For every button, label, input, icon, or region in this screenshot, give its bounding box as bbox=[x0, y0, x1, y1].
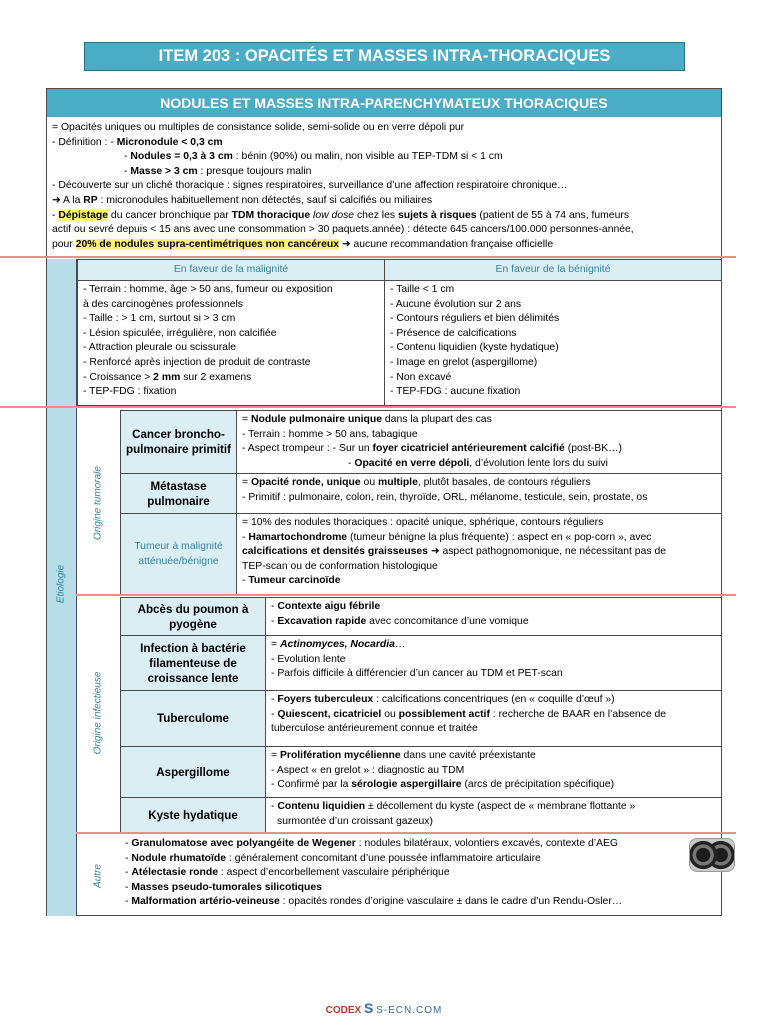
malignity-list: - Terrain : homme, âge > 50 ans, fumeur ou exposition à des carcinogènes professionnels - Taille : > 1 cm, surtout si > 3 cm - Lésion spiculée, irrégulière, non calcifiée - Attraction pleurale ou scissurale - Renforcé après injection de produit de contraste - Croissance > 2 mm sur 2 examens - TEP-FDG : fixation bbox=[77, 280, 385, 406]
divider-red bbox=[76, 594, 736, 596]
page-title: ITEM 203 : OPACITÉS ET MASSES INTRA-THORACIQUES bbox=[84, 42, 685, 71]
intro-block bbox=[52, 121, 720, 252]
benign-tumor-details: = 10% des nodules thoraciques : opacité unique, sphérique, contours réguliers - Hamartochondrome (tumeur bénigne la plus fréquente) : aspect en « pop-corn », avec calcifications et densités graisseuses ➜ aspect pathognomonique, ne nécessitant pas de TEP-scan ou de conformation histologique - Tumeur carcinoïde bbox=[236, 513, 722, 595]
aspergillome-name: Aspergillome bbox=[120, 746, 266, 798]
filamenteuse-name: Infection à bactérie filamenteuse de croissance lente bbox=[120, 635, 266, 691]
etiologie-label: Etiologie bbox=[55, 564, 67, 604]
intro-line: actif ou sevré depuis < 15 ans avec une consommation > 30 paquets.année) : détecte 645 cancers/100.000 personnes-année, bbox=[52, 224, 634, 236]
s-logo-icon: S bbox=[363, 1000, 374, 1016]
intro-line: = Opacités uniques ou multiples de consistance solide, semi-solide ou en verre dépoli pur bbox=[52, 122, 465, 133]
benign-tumor-name: Tumeur à malignité atténuée/bénigne bbox=[120, 513, 237, 595]
filamenteuse-details: = Actinomyces, Nocardia… - Evolution lente - Parfois difficile à différencier d’un cancer au TDM et PET-scan bbox=[265, 635, 722, 691]
kyste-details: - Contenu liquidien ± décollement du kyste (aspect de « membrane flottante » surmontée d’un croissant gazeux) bbox=[265, 797, 722, 833]
benignity-header: En faveur de la bénignité bbox=[384, 259, 722, 281]
ct-scan-thumbnail bbox=[689, 838, 735, 872]
divider-red bbox=[0, 406, 736, 408]
cancer-name: Cancer broncho-pulmonaire primitif bbox=[120, 410, 237, 474]
abces-name: Abcès du poumon à pyogène bbox=[120, 597, 266, 636]
benignity-list: - Taille < 1 cm - Aucune évolution sur 2 ans - Contours réguliers et bien délimités - Présence de calcifications - Contenu liquidien (kyste hydatique) - Image en grelot (aspergillome) - Non excavé - TEP-FDG : aucune fixation bbox=[384, 280, 722, 406]
intro-line: - Dépistage du cancer bronchique par TDM thoracique low dose chez les sujets à risques (patient de 55 à 74 ans, fumeurs bbox=[52, 209, 630, 221]
intro-line: ➜ A la RP : micronodules habituellement non détectés, sauf si calcifiés ou miliaires bbox=[52, 194, 433, 206]
aspergillome-details: = Prolifération mycélienne dans une cavité préexistante - Aspect « en grelot » : diagnostic au TDM - Confirmé par la sérologie aspergillaire (arcs de précipitation spécifique) bbox=[265, 746, 722, 798]
infectieuse-label: Origine infectieuse bbox=[92, 671, 104, 755]
tuberculome-details: - Foyers tuberculeux : calcifications concentriques (en « coquille d’œuf ») - Quiescent, cicatriciel ou possiblement actif : recherche de BAAR en l’absence de tuberculose antérieurement connue et traitée bbox=[265, 690, 722, 747]
divider-red bbox=[0, 256, 736, 258]
tuberculome-name: Tuberculome bbox=[120, 690, 266, 747]
main-sheet bbox=[46, 88, 722, 916]
metastase-details: = Opacité ronde, unique ou multiple, plutôt basales, de contours réguliers - Primitif : pulmonaire, colon, rein, thyroïde, ORL, mélanome, testicule, sein, prostate, os bbox=[236, 473, 722, 514]
tumoral-label: Origine tumorale bbox=[92, 466, 104, 540]
intro-line: - Définition : - Micronodule < 0,3 cm bbox=[52, 136, 223, 148]
intro-line: - Nodules = 0,3 à 3 cm : bénin (90%) ou malin, non visible au TEP-TDM si < 1 cm bbox=[124, 151, 503, 163]
divider-red bbox=[76, 832, 736, 834]
section-title: NODULES ET MASSES INTRA-PARENCHYMATEUX THORACIQUES bbox=[47, 89, 721, 117]
footer-logo: CODEX S S-ECN.COM bbox=[325, 1000, 443, 1016]
malignity-header: En faveur de la malignité bbox=[77, 259, 385, 281]
kyste-name: Kyste hydatique bbox=[120, 797, 266, 833]
intro-line: - Découverte sur un cliché thoracique : signes respiratoires, surveillance d’une affection respiratoire chronique… bbox=[52, 180, 568, 192]
intro-line: pour 20% de nodules supra-centimétriques non cancéreux ➜ aucune recommandation française officielle bbox=[52, 238, 554, 250]
cancer-details: = Nodule pulmonaire unique dans la plupart des cas - Terrain : homme > 50 ans, tabagique - Aspect trompeur : - Sur un foyer cicatriciel antérieurement calcifié (post-BK…) - Opacité en verre dépoli, d’évolution lente lors du suivi bbox=[236, 410, 722, 474]
abces-details: - Contexte aigu fébrile - Excavation rapide avec concomitance d’une vomique bbox=[265, 597, 722, 636]
intro-line: - Masse > 3 cm : presque toujours malin bbox=[124, 165, 312, 177]
autre-list: - Granulomatose avec polyangéite de Wegener : nodules bilatéraux, volontiers excavés, contexte d’AEG - Nodule rhumatoïde : généralement concomitant d’une poussée inflammatoire articulaire - Atélectasie ronde : aspect d’encorbellement vasculaire périphérique - Masses pseudo-tumorales silicotiques - Malformation artério-veineuse : opacités rondes d’origine vasculaire ± dans le cadre d’un Rendu-Osler… bbox=[125, 838, 623, 908]
autre-label: Autre bbox=[92, 864, 104, 888]
metastase-name: Métastase pulmonaire bbox=[120, 473, 237, 514]
